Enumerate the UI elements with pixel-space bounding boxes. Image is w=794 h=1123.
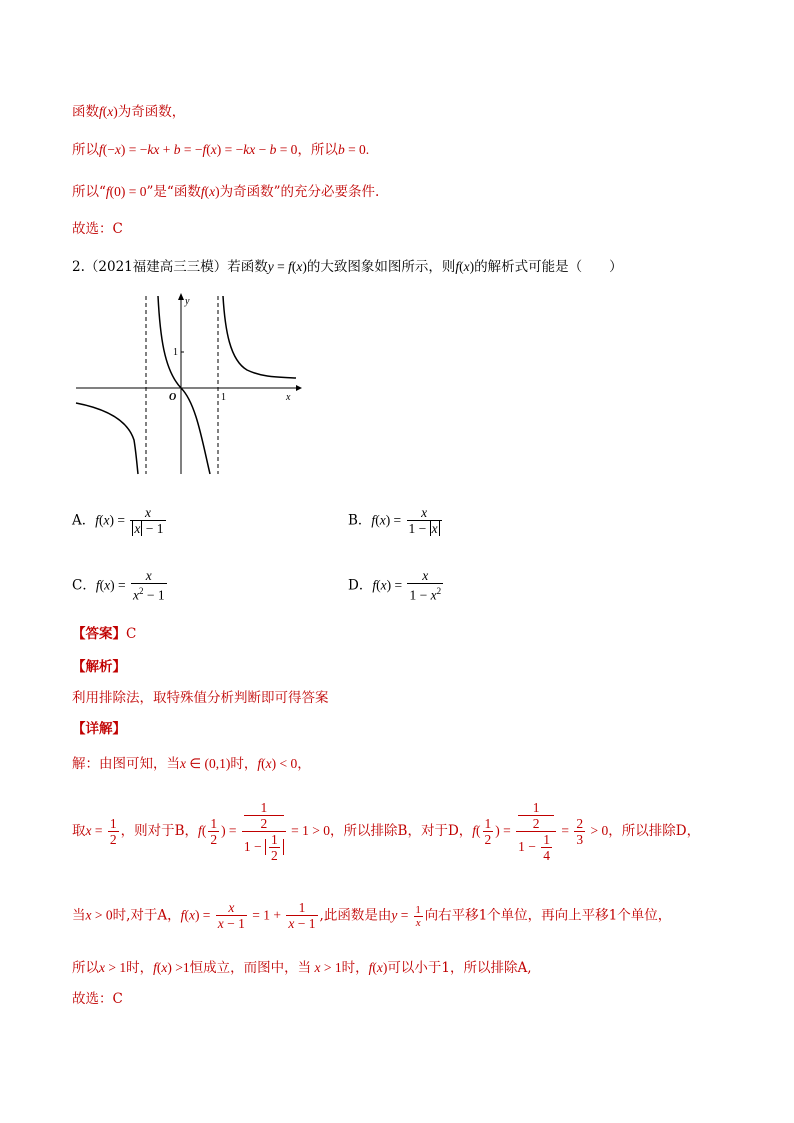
option-a[interactable]: A．f(x) = $\frac{x}{x - 1}$ <box>72 505 164 536</box>
question-stem: 2.（2021福建高三三模）若函数y = f(x)的大致图象如图所示，则f(x)的解析式可能是（ ） <box>72 259 623 275</box>
y-axis-arrow <box>178 293 184 300</box>
curve-left-branch <box>76 403 138 474</box>
option-b[interactable]: B．f(x) = $\frac{x}{1 - x}$ <box>348 505 444 537</box>
x-axis-label: x <box>286 392 291 403</box>
curve-middle-branch <box>158 296 210 474</box>
x-axis-arrow <box>296 385 302 391</box>
origin-label: O <box>169 392 177 403</box>
detail-line-2: 取x = $\frac{1}{2}$ ，则对于B，f( $\frac{1}{2}$ ) = 1 2 1 − $\frac{1}{2}$ = 1 > 0，所以排除B，对于D，f( $\frac{1}{2}$ ) = 1 2 1 − $\frac{1}{4}$ = $\frac{2}{3}$ > 0，所以排除D， <box>72 800 701 863</box>
function-graph <box>72 290 302 480</box>
detail-line-1: 解：由图可知，当x ∈ (0,1)时，f(x) < 0， <box>72 756 311 772</box>
y-tick-label-1: 1 <box>173 347 178 358</box>
prev-conclusion: 故选：C <box>72 221 123 237</box>
y-axis-label: y <box>185 296 190 307</box>
prev-line-2: 所以f(−x) = −kx + b = −f(x) = −kx − b = 0，所以b = 0. <box>72 142 370 158</box>
answer-line: 【答案】C <box>72 626 137 642</box>
analysis-text: 利用排除法，取特殊值分析判断即可得答案 <box>72 690 329 706</box>
detail-label: 【详解】 <box>72 721 126 737</box>
prev-line-3: 所以“f(0) = 0”是“函数f(x)为奇函数”的充分必要条件. <box>72 184 380 200</box>
detail-conclusion: 故选：C <box>72 991 123 1007</box>
curve-right-branch <box>223 296 296 378</box>
x-tick-label-1: 1 <box>221 392 226 403</box>
detail-line-3: 当x > 0时,对于A，f(x) = $\frac{x}{x - 1}$ = 1 + $\frac{1}{x - 1}$ ,此函数是由y = $\frac{1}{x}$ 向右平移1个单位，再向上平移1个单位， <box>72 900 672 931</box>
option-c[interactable]: C．f(x) = $\frac{x}{x^2 - 1}$ <box>72 568 165 603</box>
analysis-label: 【解析】 <box>72 659 126 675</box>
option-d[interactable]: D．f(x) = $\frac{x}{1 - x^2}$ <box>348 568 442 603</box>
prev-line-1: 函数f(x)为奇函数， <box>72 104 186 120</box>
detail-line-4: 所以x > 1时，f(x) >1恒成立，而图中，当 x > 1时，f(x)可以小于1，所以排除A, <box>72 960 532 976</box>
